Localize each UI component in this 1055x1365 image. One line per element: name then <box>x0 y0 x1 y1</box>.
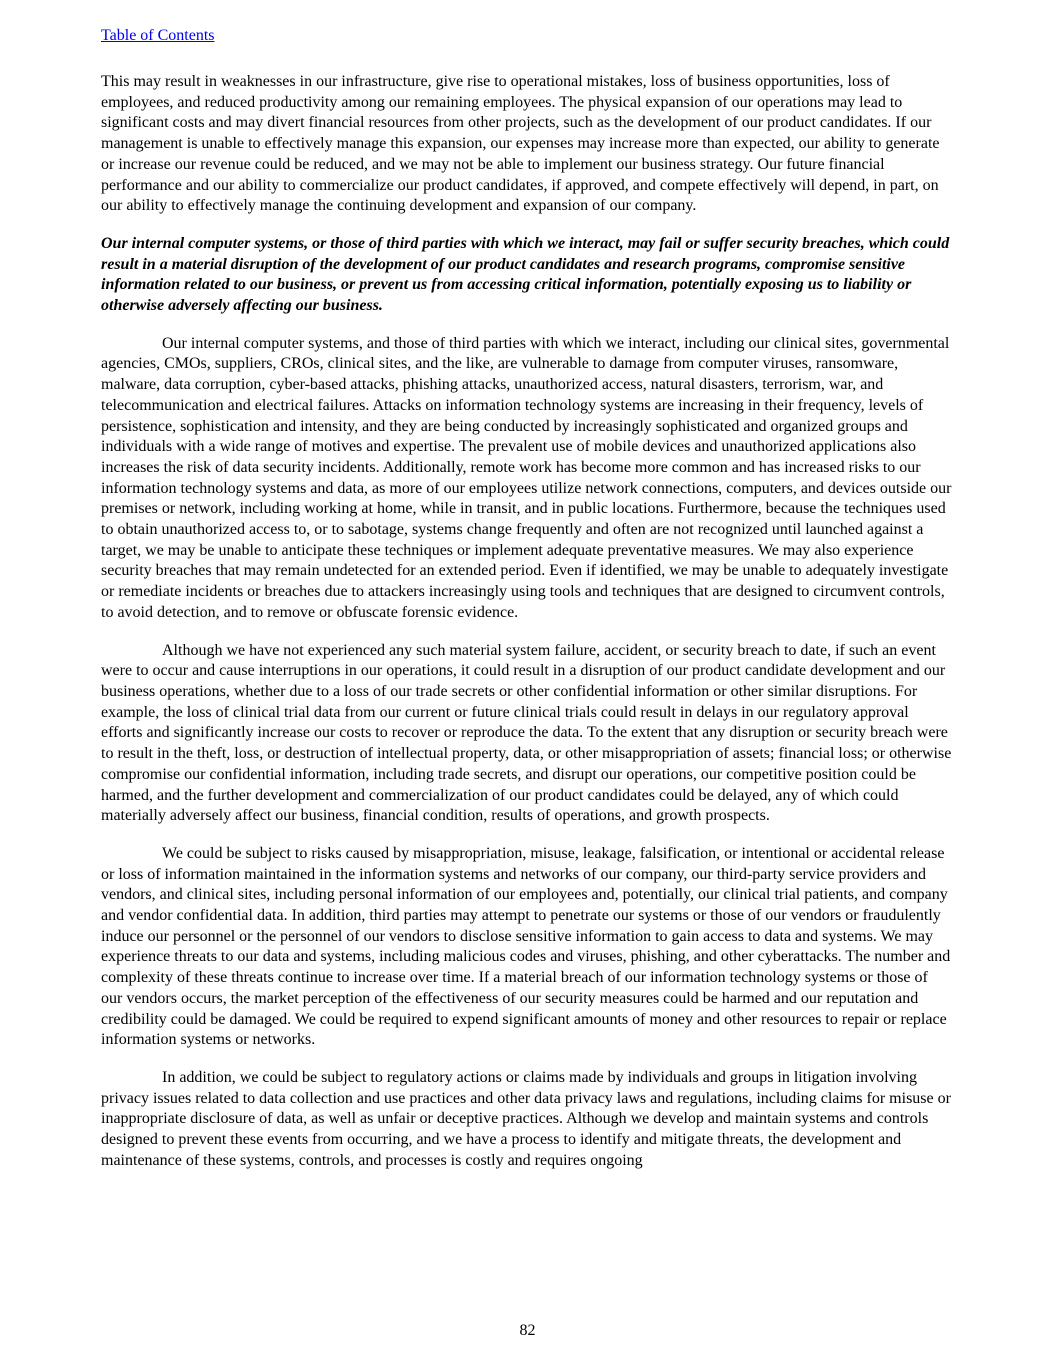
risk-factor-heading: Our internal computer systems, or those of third parties with which we interact, may fail or suffer security breaches, which could result in a material disruption of the development of our product candidates and research programs, compromise sensitive information related to our business, or prevent us from accessing critical information, potentially exposing us to liability or otherwise adversely affecting our business. <box>101 234 950 315</box>
page-number: 82 <box>519 1322 536 1339</box>
table-of-contents-link[interactable]: Table of Contents <box>101 27 215 44</box>
paragraph-system-failure: Although we have not experienced any such material system failure, accident, or security breach to date, if such an event were to occur and cause interruptions in our operations, it could result in a disruption of our product candidate development and our business operations, whether due to a loss of our trade secrets or other confidential information or other similar disruptions. For example, the loss of clinical trial data from our current or future clinical trials could result in delays in our regulatory approval efforts and significantly increase our costs to recover or reproduce the data. To the extent that any disruption or security breach were to result in the theft, loss, or destruction of intellectual property, data, or other misappropriation of assets; financial loss; or otherwise compromise our confidential information, including trade secrets, and disrupt our operations, our competitive position could be harmed, and the further development and commercialization of our product candidates could be delayed, any of which could materially adversely affect our business, financial condition, results of operations, and growth prospects. <box>101 641 952 825</box>
paragraph-continuation: This may result in weaknesses in our infrastructure, give rise to operational mistakes, loss of business opportunities, loss of employees, and reduced productivity among our remaining employees. The physical expansion of our operations may lead to significant costs and may divert financial resources from other projects, such as the development of our product candidates. If our management is unable to effectively manage this expansion, our expenses may increase more than expected, our ability to generate or increase our revenue could be reduced, and we may not be able to implement our business strategy. Our future financial performance and our ability to commercialize our product candidates, if approved, and compete effectively will depend, in part, on our ability to effectively manage the continuing development and expansion of our company. <box>101 73 940 215</box>
paragraph-regulatory-actions: In addition, we could be subject to regulatory actions or claims made by individuals and groups in litigation involving privacy issues related to data collection and use practices and other data privacy laws and regulations, including claims for misuse or inappropriate disclosure of data, as well as unfair or deceptive practices. Although we develop and maintain systems and controls designed to prevent these events from occurring, and we have a process to identify and mitigate threats, the development and maintenance of these systems, controls, and processes is costly and requires ongoing <box>101 1068 951 1169</box>
paragraph-misappropriation-risks: We could be subject to risks caused by misappropriation, misuse, leakage, falsification, or intentional or accidental release or loss of information maintained in the information systems and networks of our company, our third-party service providers and vendors, and clinical sites, including personal information of our employees and, potentially, our clinical trial patients, and company and vendor confidential data. In addition, third parties may attempt to penetrate our systems or those of our vendors or fraudulently induce our personnel or the personnel of our vendors to disclose sensitive information to gain access to data and systems. We may experience threats to our data and systems, including malicious codes and viruses, phishing, and other cyberattacks. The number and complexity of these threats continue to increase over time. If a material breach of our information technology systems or those of our vendors occurs, the market perception of the effectiveness of our security measures could be harmed and our reputation and credibility could be damaged. We could be required to expend significant amounts of money and other resources to repair or replace information systems or networks. <box>101 844 951 1049</box>
document-page <box>101 26 953 1171</box>
paragraph-computer-systems: Our internal computer systems, and those of third parties with which we interact, including our clinical sites, governmental agencies, CMOs, suppliers, CROs, clinical sites, and the like, are vulnerable to damage from computer viruses, ransomware, malware, data corruption, cyber-based attacks, phishing attacks, unauthorized access, natural disasters, terrorism, war, and telecommunication and electrical failures. Attacks on information technology systems are increasing in their frequency, levels of persistence, sophistication and intensity, and they are being conducted by increasingly sophisticated and organized groups and individuals with a wide range of motives and expertise. The prevalent use of mobile devices and unauthorized applications also increases the risk of data security incidents. Additionally, remote work has become more common and has increased risks to our information technology systems and data, as more of our employees utilize network connections, computers, and devices outside our premises or network, including working at home, while in transit, and in public locations. Furthermore, because the techniques used to obtain unauthorized access to, or to sabotage, systems change frequently and often are not recognized until launched against a target, we may be unable to anticipate these techniques or implement adequate preventative measures. We may also experience security breaches that may remain undetected for an extended period. Even if identified, we may be unable to adequately investigate or remediate incidents or breaches due to attackers increasingly using tools and techniques that are designed to circumvent controls, to avoid detection, and to remove or obfuscate forensic evidence. <box>101 334 952 621</box>
